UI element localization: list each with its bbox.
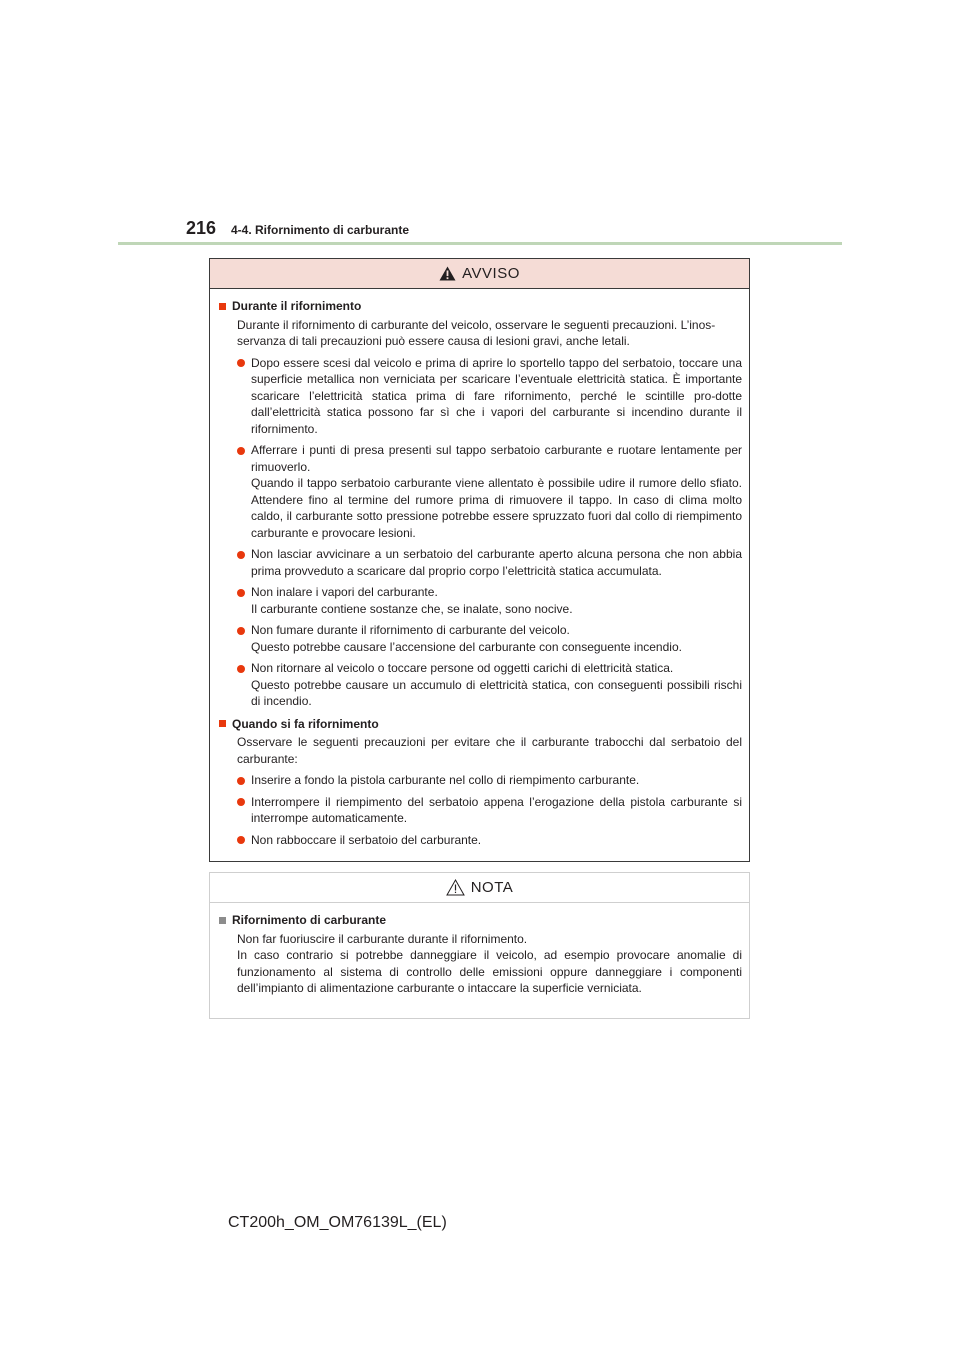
square-bullet-icon	[219, 303, 226, 310]
list-item: Non rabboccare il serbatoio del carburante.	[237, 832, 742, 849]
list-item: Dopo essere scesi dal veicolo e prima di aprire lo sportello tappo del serbatoio, toccare una superficie metallica non verniciata per scaricare l’eventuale elettricità statica. È importante scaricare l’elettricità statica prima di fare rifornimento, perché le scintille pro-dotte dall’elettricità statica possono far sì che i vapori del carburante si incendino durante il rifornimento.	[237, 355, 742, 438]
round-bullet-icon	[237, 665, 245, 673]
section-title: 4-4. Rifornimento di carburante	[231, 223, 410, 237]
topic-heading: Rifornimento di carburante	[218, 912, 742, 929]
round-bullet-icon	[237, 798, 245, 806]
square-bullet-icon	[219, 720, 226, 727]
warning-body	[210, 289, 749, 848]
page-number: 216	[186, 218, 217, 238]
document-code: CT200h_OM_OM76139L_(EL)	[228, 1214, 447, 1231]
note-body	[210, 903, 749, 997]
header-rule	[118, 242, 842, 245]
topic-intro: Durante il rifornimento di carburante del veicolo, osservare le seguenti precauzioni. L’inos- servanza di tali precauzioni può essere causa di lesioni gravi, anche letali.	[237, 317, 716, 348]
topic-intro: Osservare le seguenti precauzioni per evitare che il carburante trabocchi dal serbatoio del carburante:	[237, 735, 742, 766]
topic-intro: Non far fuoriuscire il carburante durante il rifornimento. In caso contrario si potrebbe danneggiare il veicolo, ad esempio provocare anomalie di funzionamento al sistema di controllo delle emissioni oppure danneggiare i componenti dell’impianto di alimentazione carburante o intaccare la superficie verniciata.	[237, 931, 742, 995]
topic-heading: Quando si fa rifornimento	[218, 716, 742, 733]
warning-title: AVVISO	[462, 264, 520, 282]
list-item: Interrompere il riempimento del serbatoio appena l’erogazione della pistola carburante si interrompe automaticamente.	[237, 794, 742, 827]
warning-header	[210, 259, 749, 289]
list-item: Non lasciar avvicinare a un serbatoio del carburante aperto alcuna persona che non abbia prima provveduto a scaricare dal proprio corpo l’elettricità statica accumulata.	[237, 546, 742, 579]
round-bullet-icon	[237, 589, 245, 597]
caution-triangle-icon	[446, 879, 465, 896]
round-bullet-icon	[237, 777, 245, 785]
topic-heading: Durante il rifornimento	[218, 298, 742, 315]
note-box	[209, 872, 750, 1019]
warning-box	[209, 258, 750, 862]
page-header	[0, 0, 960, 250]
list-item: Non inalare i vapori del carburante. Il carburante contiene sostanze che, se inalate, sono nocive.	[237, 584, 742, 617]
round-bullet-icon	[237, 359, 245, 367]
round-bullet-icon	[237, 627, 245, 635]
round-bullet-icon	[237, 447, 245, 455]
list-item: Afferrare i punti di presa presenti sul tappo serbatoio carburante e ruotare lentamente per rimuoverlo. Quando il tappo serbatoio carburante viene allentato è possibile udire il rumore dello sfiato. Attendere fino al termine del rumore prima di rimuovere il tappo. In caso di clima molto caldo, il carburante sotto pressione potrebbe essere spruzzato fuori dal collo di riempimento carburante e provocare lesioni.	[237, 442, 742, 541]
list-item: Inserire a fondo la pistola carburante nel collo di riempimento carburante.	[237, 772, 742, 789]
round-bullet-icon	[237, 836, 245, 844]
square-bullet-icon	[219, 917, 226, 924]
list-item: Non fumare durante il rifornimento di carburante del veicolo. Questo potrebbe causare l’accensione del carburante con conseguente incendio.	[237, 622, 742, 655]
round-bullet-icon	[237, 551, 245, 559]
list-item: Non ritornare al veicolo o toccare persone od oggetti carichi di elettricità statica. Questo potrebbe causare un accumulo di elettricità statica, con conseguenti possibili rischi di incendio.	[237, 660, 742, 710]
note-header	[210, 873, 749, 903]
warning-triangle-icon	[439, 266, 456, 281]
note-title: NOTA	[470, 878, 514, 896]
